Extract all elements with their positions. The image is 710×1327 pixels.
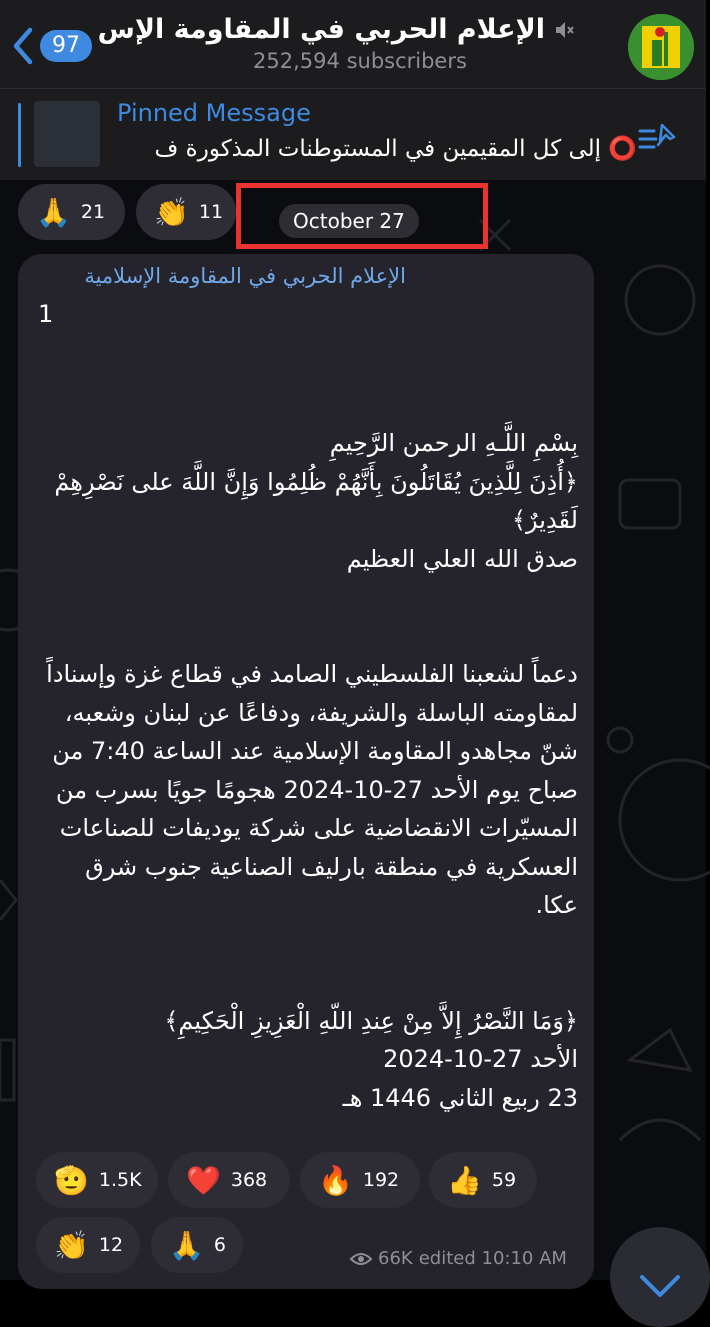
channel-avatar[interactable]: [628, 14, 694, 80]
pray-emoji-icon: 🙏: [36, 195, 71, 229]
reaction-pray[interactable]: [151, 1217, 243, 1273]
salute-emoji-icon: 🫡: [54, 1163, 89, 1197]
channel-title: الإعلام الحربي في المقاومة الإس: [97, 14, 545, 45]
message-meta: [350, 1248, 567, 1269]
clap-emoji-icon: 👏: [154, 195, 189, 229]
view-count: 66K: [378, 1248, 413, 1269]
pinned-thumbnail: [34, 101, 100, 167]
reaction-count: 59: [491, 1169, 517, 1191]
reaction-count: 12: [98, 1234, 124, 1256]
edited-time: edited 10:10 AM: [418, 1248, 567, 1269]
pinned-label: Pinned Message: [117, 99, 311, 127]
reaction-count: 1.5K: [98, 1169, 142, 1191]
chat-area[interactable]: [0, 180, 706, 1280]
message-sender[interactable]: الإعلام الحربي في المقاومة الإسلامية: [84, 264, 406, 288]
thumbs-up-emoji-icon: 👍: [447, 1163, 482, 1197]
clap-emoji-icon: 👏: [54, 1228, 89, 1262]
reaction-count: 21: [80, 201, 106, 223]
reaction-pray[interactable]: [18, 184, 125, 240]
reaction-heart[interactable]: [168, 1152, 290, 1208]
pray-emoji-icon: 🙏: [169, 1228, 204, 1262]
chevron-down-icon: [630, 1267, 690, 1307]
muted-speaker-icon: [553, 19, 575, 41]
pinned-list-icon[interactable]: [636, 117, 680, 157]
back-button[interactable]: [10, 26, 92, 66]
reaction-count: 6: [213, 1234, 226, 1256]
reaction-count: 11: [198, 201, 224, 223]
subscriber-count: 252,594 subscribers: [253, 49, 467, 73]
pinned-indicator: [18, 103, 21, 167]
heart-emoji-icon: ❤️: [186, 1163, 221, 1197]
reaction-fire[interactable]: [300, 1152, 420, 1208]
channel-info[interactable]: [97, 14, 580, 73]
scroll-down-button[interactable]: [610, 1227, 710, 1327]
channel-logo-icon: [628, 14, 694, 80]
message-number: 1: [38, 300, 54, 328]
reaction-clap[interactable]: [36, 1217, 140, 1273]
pinned-text: ⭕️ إلى كل المقيمين في المستوطنات المذكورة ف: [154, 136, 637, 162]
reaction-count: 192: [362, 1169, 400, 1191]
unread-count-badge: 97: [40, 30, 92, 62]
message-text: بِسْمِ اللَّـهِ الرحمن الرَّحِيمِ ﴿أُذِنَ لِلَّذِينَ يُقَاتَلُونَ بِأَنَّهُمْ ظُلِمُوا وَإِنَّ اللَّهَ على نَصْرِهِمْ لَقَدِيرٌ﴾ صدق الله العلي العظيم دعماً لشعبنا الفلسطيني الصامد في قطاع غزة وإسناداً لمقاومته الباسلة والشريفة، ودفاعًا عن لبنان وشعبه، شنّ مجاهدو المقاومة الإسلامية عند الساعة 7:40 من صباح يوم الأحد 27-10-2024 هجومًا جويًا بسرب من المسيّرات الانقضاضية على شركة يوديفات للصناعات العسكرية في منطقة بارليف الصناعية جنوب شرق عكا. ﴿وَمَا النَّصْرُ إِلاَّ مِنْ عِندِ اللّهِ الْعَزِيزِ الْحَكِيمِ﴾ الأحد 27-10-2024 23 ربيع الثاني 1446 هـ: [46, 429, 578, 1112]
reaction-thumbs-up[interactable]: [429, 1152, 537, 1208]
date-separator: October 27: [279, 204, 419, 238]
chevron-left-icon: [10, 26, 36, 66]
eye-icon: [350, 1252, 372, 1266]
reaction-salute[interactable]: [36, 1152, 158, 1208]
reaction-clap[interactable]: [136, 184, 236, 240]
reaction-count: 368: [230, 1169, 268, 1191]
chat-header: [0, 0, 706, 88]
pinned-message-bar[interactable]: [0, 88, 706, 180]
fire-emoji-icon: 🔥: [318, 1163, 353, 1197]
